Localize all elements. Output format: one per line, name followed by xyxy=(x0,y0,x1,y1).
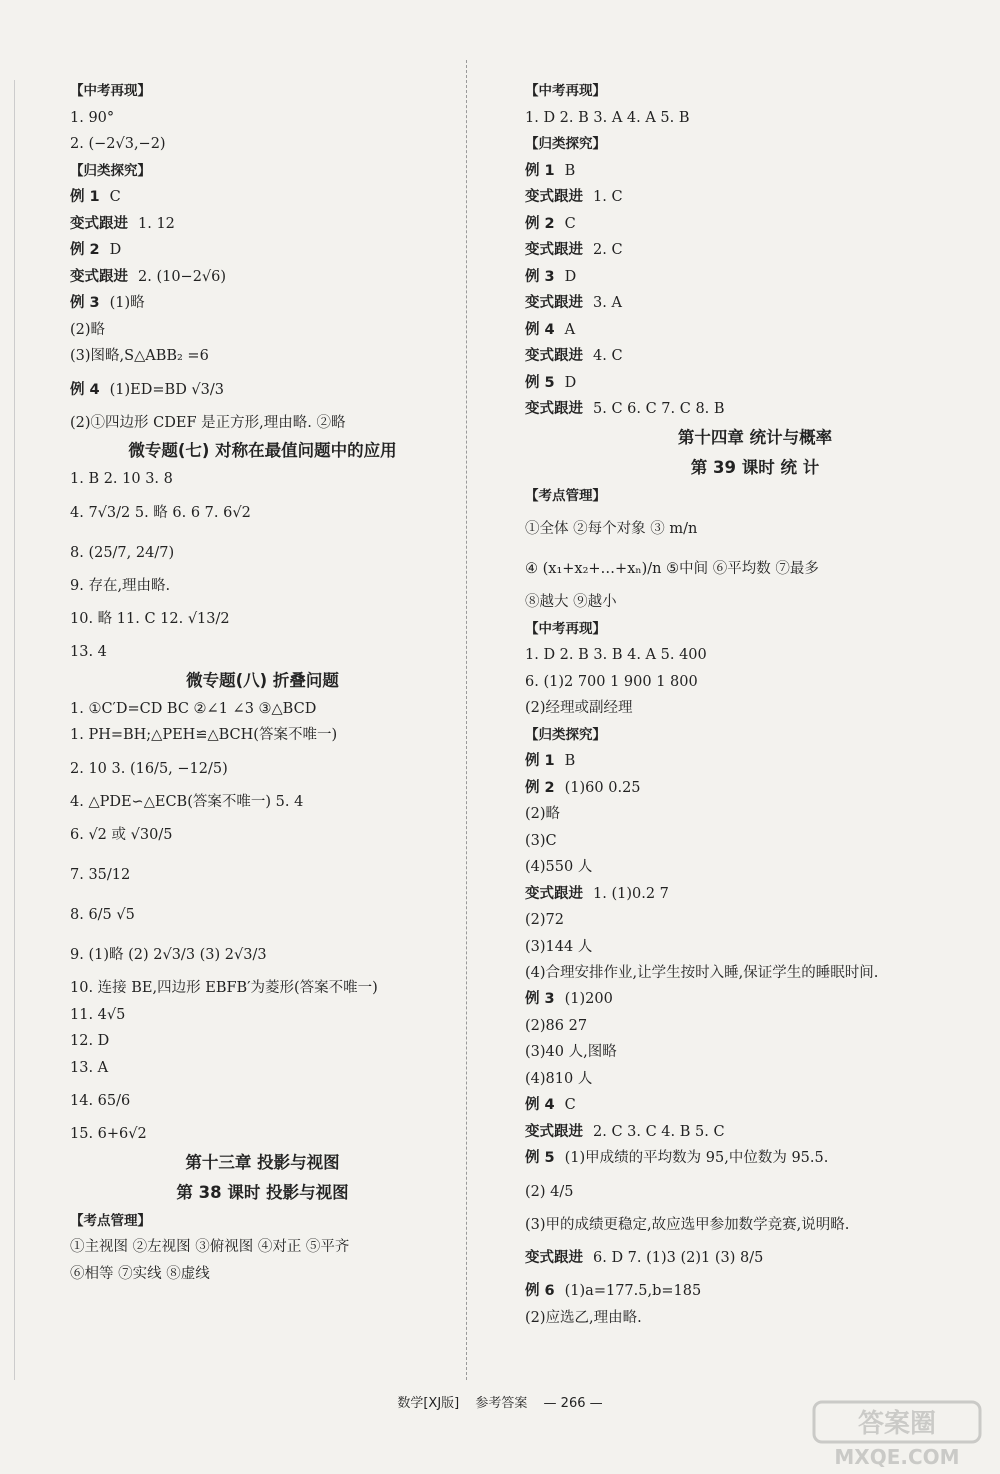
answer-line xyxy=(525,211,985,238)
answer-line xyxy=(70,493,455,533)
column-divider xyxy=(466,60,467,1380)
answer-label: 例 2 xyxy=(70,242,100,258)
answer-text: C xyxy=(109,189,121,205)
answer-text: 第十四章 统计与概率 xyxy=(677,427,833,447)
answer-text: 1. ①C′D=CD BC ②∠1 ∠3 ③△BCD xyxy=(70,700,317,717)
answer-text: 15. 6+6√2 xyxy=(70,1126,147,1142)
answer-text: 【中考再现】 xyxy=(525,83,606,99)
answer-text: 6. √2 或 √30/5 xyxy=(70,827,173,843)
answer-text: ⑥相等 ⑦实线 ⑧虚线 xyxy=(70,1265,210,1282)
answer-text: (3)C xyxy=(525,832,557,849)
answer-text: 2. 10 3. (16/5, −12/5) xyxy=(70,760,228,777)
answer-text: 【中考再现】 xyxy=(525,620,606,637)
answer-text: 1. (1)0.2 7 xyxy=(593,885,669,902)
answer-label: 例 4 xyxy=(525,1097,555,1113)
answer-text: (1)ED=BD √3/3 xyxy=(109,381,225,398)
answer-line xyxy=(525,370,985,397)
answer-line xyxy=(70,975,455,1002)
answer-line xyxy=(70,639,455,666)
answer-line xyxy=(70,599,455,639)
chapter-heading xyxy=(525,423,985,453)
answer-line xyxy=(70,1081,455,1121)
answer-line xyxy=(70,573,455,600)
answer-text: 2. C 3. C 4. B 5. C xyxy=(593,1123,725,1140)
footer-title: 参考答案 xyxy=(475,1396,528,1411)
answer-line xyxy=(70,410,455,437)
answer-text: (3)甲的成绩更稳定,故应选甲参加数学竞赛,说明略. xyxy=(525,1216,850,1233)
answer-text: (3)图略,S△ABB₂ =6 xyxy=(70,348,209,364)
footer-subject: 数学[XJ版] xyxy=(397,1396,460,1411)
answer-text: (3)144 人 xyxy=(525,938,593,955)
answer-text: 2. C xyxy=(593,242,623,258)
answer-line xyxy=(525,1013,985,1040)
answer-text: 1. 90° xyxy=(70,109,115,126)
answer-line xyxy=(525,695,985,722)
answer-line xyxy=(70,1028,455,1055)
answer-line xyxy=(70,533,455,573)
chapter-heading xyxy=(70,436,455,466)
answer-text: C xyxy=(564,215,576,232)
answer-text: 1. C xyxy=(593,189,623,205)
section-label xyxy=(70,1208,455,1235)
answer-line xyxy=(525,934,985,961)
answer-label: 变式跟进 xyxy=(525,295,583,311)
watermark-logo xyxy=(812,1400,982,1470)
answer-text: 13. 4 xyxy=(70,644,107,660)
answer-text: 8. 6/5 √5 xyxy=(70,907,135,923)
answer-label: 变式跟进 xyxy=(70,215,128,232)
answer-text: ①全体 ②每个对象 ③ m/n xyxy=(525,521,698,537)
answer-text: 第 38 课时 投影与视图 xyxy=(176,1182,349,1202)
answer-line xyxy=(70,1002,455,1029)
answer-label: 例 5 xyxy=(525,374,555,391)
answer-text: B xyxy=(564,162,576,179)
answer-label: 例 3 xyxy=(525,991,555,1007)
answer-text: 8. (25/7, 24/7) xyxy=(70,544,175,561)
answer-line xyxy=(70,290,455,317)
answer-line xyxy=(525,264,985,291)
answer-text: 6. (1)2 700 1 900 1 800 xyxy=(525,673,698,690)
answer-text: (2)86 27 xyxy=(525,1017,588,1034)
answer-line xyxy=(525,1092,985,1119)
answer-text: (2) 4/5 xyxy=(525,1183,574,1200)
answer-text: (1)60 0.25 xyxy=(564,779,641,796)
answer-text: 4. 7√3/2 5. 略 6. 6 7. 6√2 xyxy=(70,504,251,521)
answer-text: (1)甲成绩的平均数为 95,中位数为 95.5. xyxy=(564,1150,829,1166)
answer-text: D xyxy=(564,268,577,285)
answer-line xyxy=(70,1121,455,1148)
answer-label: 变式跟进 xyxy=(70,268,128,285)
answer-label: 例 4 xyxy=(70,381,100,398)
answer-text: C xyxy=(564,1097,576,1113)
answer-line xyxy=(525,986,985,1013)
answer-text: 【归类探究】 xyxy=(70,162,151,179)
answer-label: 变式跟进 xyxy=(525,885,583,902)
answer-line xyxy=(70,466,455,493)
answer-line xyxy=(525,1238,985,1278)
answer-line xyxy=(70,855,455,895)
answer-line xyxy=(525,801,985,828)
answer-line xyxy=(525,669,985,696)
answer-label: 例 3 xyxy=(70,295,100,311)
answer-line xyxy=(525,1119,985,1146)
section-label xyxy=(70,158,455,185)
section-label xyxy=(525,616,985,643)
answer-text: 3. A xyxy=(593,295,622,311)
answer-line xyxy=(70,317,455,344)
answer-line xyxy=(525,1039,985,1066)
chapter-heading xyxy=(70,666,455,696)
answer-text: ①主视图 ②左视图 ③俯视图 ④对正 ⑤平齐 xyxy=(70,1239,350,1255)
answer-text: 13. A xyxy=(70,1059,109,1076)
answer-line xyxy=(70,895,455,935)
answer-text: 9. 存在,理由略. xyxy=(70,577,171,594)
answer-label: 变式跟进 xyxy=(525,189,583,205)
answer-line xyxy=(70,1055,455,1082)
answer-line xyxy=(525,1278,985,1305)
answer-text: (3)40 人,图略 xyxy=(525,1044,617,1060)
answer-line xyxy=(70,696,455,723)
answer-line xyxy=(70,789,455,816)
chapter-heading xyxy=(70,1148,455,1178)
answer-text: B xyxy=(564,753,576,769)
answer-line xyxy=(70,211,455,238)
answer-line xyxy=(70,749,455,789)
answer-text: 12. D xyxy=(70,1033,110,1049)
answer-label: 例 6 xyxy=(525,1283,555,1299)
answer-text: (2)72 xyxy=(525,912,564,928)
answer-text: 11. 4√5 xyxy=(70,1006,126,1023)
answer-text: (4)550 人 xyxy=(525,859,593,875)
answer-line xyxy=(525,509,985,549)
answer-text: (1)200 xyxy=(564,991,613,1007)
answer-text: 第十三章 投影与视图 xyxy=(185,1152,340,1172)
answer-label: 变式跟进 xyxy=(525,348,583,364)
answer-line xyxy=(70,370,455,410)
answer-text: 微专题(七) 对称在最值问题中的应用 xyxy=(128,441,397,460)
answer-label: 变式跟进 xyxy=(525,401,583,417)
answer-text: (1)略 xyxy=(109,295,145,311)
answer-line xyxy=(70,184,455,211)
answer-text: ⑧越大 ⑨越小 xyxy=(525,594,617,610)
answer-text: A xyxy=(564,321,576,338)
answer-line xyxy=(70,105,455,132)
answer-text: 【归类探究】 xyxy=(525,136,606,152)
right-column xyxy=(525,78,985,1331)
answer-text: 【中考再现】 xyxy=(70,83,151,99)
section-label xyxy=(525,483,985,510)
answer-text: (2)应选乙,理由略. xyxy=(525,1309,642,1326)
answer-text: (2)略 xyxy=(70,321,106,338)
answer-line xyxy=(70,935,455,975)
answer-text: 第 39 课时 统 计 xyxy=(690,457,820,477)
answer-text: 10. 连接 BE,四边形 EBFB′为菱形(答案不唯一) xyxy=(70,980,378,996)
answer-text: (2)①四边形 CDEF 是正方形,理由略. ②略 xyxy=(70,414,346,431)
answer-line xyxy=(525,1145,985,1172)
answer-label: 变式跟进 xyxy=(525,242,583,258)
answer-text: 4. C xyxy=(593,348,623,364)
answer-text: (4)合理安排作业,让学生按时入睡,保证学生的睡眠时间. xyxy=(525,965,879,981)
answer-line xyxy=(525,881,985,908)
answer-line xyxy=(525,317,985,344)
answer-label: 例 5 xyxy=(525,1150,555,1166)
answer-text: 2. (−2√3,−2) xyxy=(70,136,166,152)
answer-line xyxy=(70,264,455,291)
answer-text: 5. C 6. C 7. C 8. B xyxy=(593,401,725,417)
answer-line xyxy=(525,775,985,802)
answer-line xyxy=(70,1261,455,1288)
answer-text: 1. D 2. B 3. A 4. A 5. B xyxy=(525,109,690,126)
answer-text: 7. 35/12 xyxy=(70,867,131,883)
left-column xyxy=(70,78,455,1287)
answer-line xyxy=(70,131,455,158)
answer-text: 1. 12 xyxy=(138,215,175,232)
answer-line xyxy=(70,722,455,749)
answer-line xyxy=(525,105,985,132)
section-label xyxy=(525,78,985,105)
answer-text: 微专题(八) 折叠问题 xyxy=(186,670,339,690)
answer-label: 例 1 xyxy=(70,189,100,205)
answer-text: (4)810 人 xyxy=(525,1070,593,1087)
answer-text: ④ (x₁+x₂+…+xₙ)/n ⑤中间 ⑥平均数 ⑦最多 xyxy=(525,561,819,577)
section-label xyxy=(525,131,985,158)
answer-line xyxy=(525,396,985,423)
answer-text: 1. B 2. 10 3. 8 xyxy=(70,471,173,487)
answer-text: 14. 65/6 xyxy=(70,1093,131,1109)
answer-text: 10. 略 11. C 12. √13/2 xyxy=(70,611,230,627)
answer-line xyxy=(525,290,985,317)
section-label xyxy=(70,78,455,105)
answer-line xyxy=(525,854,985,881)
answer-label: 例 4 xyxy=(525,321,555,338)
answer-line xyxy=(525,237,985,264)
answer-line xyxy=(525,907,985,934)
answer-label: 例 3 xyxy=(525,268,555,285)
answer-label: 例 1 xyxy=(525,753,555,769)
answer-label: 变式跟进 xyxy=(525,1123,583,1140)
answer-label: 例 2 xyxy=(525,215,555,232)
page-margin-rule xyxy=(14,80,15,1380)
answer-text: 6. D 7. (1)3 (2)1 (3) 8/5 xyxy=(593,1250,764,1266)
answer-line xyxy=(525,1305,985,1332)
answer-line xyxy=(525,1212,985,1239)
answer-line xyxy=(70,343,455,370)
answer-line xyxy=(525,343,985,370)
answer-text: 1. PH=BH;△PEH≌△BCH(答案不唯一) xyxy=(70,727,338,743)
answer-text: D xyxy=(564,374,577,391)
answer-line xyxy=(70,1234,455,1261)
answer-text: 1. D 2. B 3. B 4. A 5. 400 xyxy=(525,647,707,663)
svg-text:MXQE.COM: MXQE.COM xyxy=(834,1445,960,1469)
answer-text: 【考点管理】 xyxy=(70,1212,151,1229)
answer-line xyxy=(525,589,985,616)
answer-line xyxy=(70,815,455,855)
answer-label: 例 2 xyxy=(525,779,555,796)
answer-text: 2. (10−2√6) xyxy=(138,268,227,285)
answer-line xyxy=(70,237,455,264)
answer-text: (2)略 xyxy=(525,806,561,822)
answer-line xyxy=(525,1172,985,1212)
svg-text:答案圈: 答案圈 xyxy=(857,1409,937,1439)
answer-line xyxy=(525,748,985,775)
section-label xyxy=(525,722,985,749)
answer-line xyxy=(525,828,985,855)
answer-text: D xyxy=(109,242,122,258)
answer-line xyxy=(525,184,985,211)
answer-line xyxy=(525,1066,985,1093)
chapter-heading xyxy=(70,1178,455,1208)
answer-line xyxy=(525,158,985,185)
answer-text: (2)经理或副经理 xyxy=(525,700,633,716)
answer-text: 【考点管理】 xyxy=(525,487,606,504)
answer-text: 4. △PDE∽△ECB(答案不唯一) 5. 4 xyxy=(70,793,304,810)
chapter-heading xyxy=(525,453,985,483)
answer-text: (1)a=177.5,b=185 xyxy=(564,1283,702,1299)
answer-label: 例 1 xyxy=(525,162,555,179)
answer-text: 9. (1)略 (2) 2√3/3 (3) 2√3/3 xyxy=(70,947,267,963)
answer-line xyxy=(525,960,985,986)
answer-label: 变式跟进 xyxy=(525,1250,583,1266)
answer-line xyxy=(525,642,985,669)
page-number: — 266 — xyxy=(543,1396,603,1411)
answer-line xyxy=(525,549,985,589)
answer-text: 【归类探究】 xyxy=(525,726,606,743)
